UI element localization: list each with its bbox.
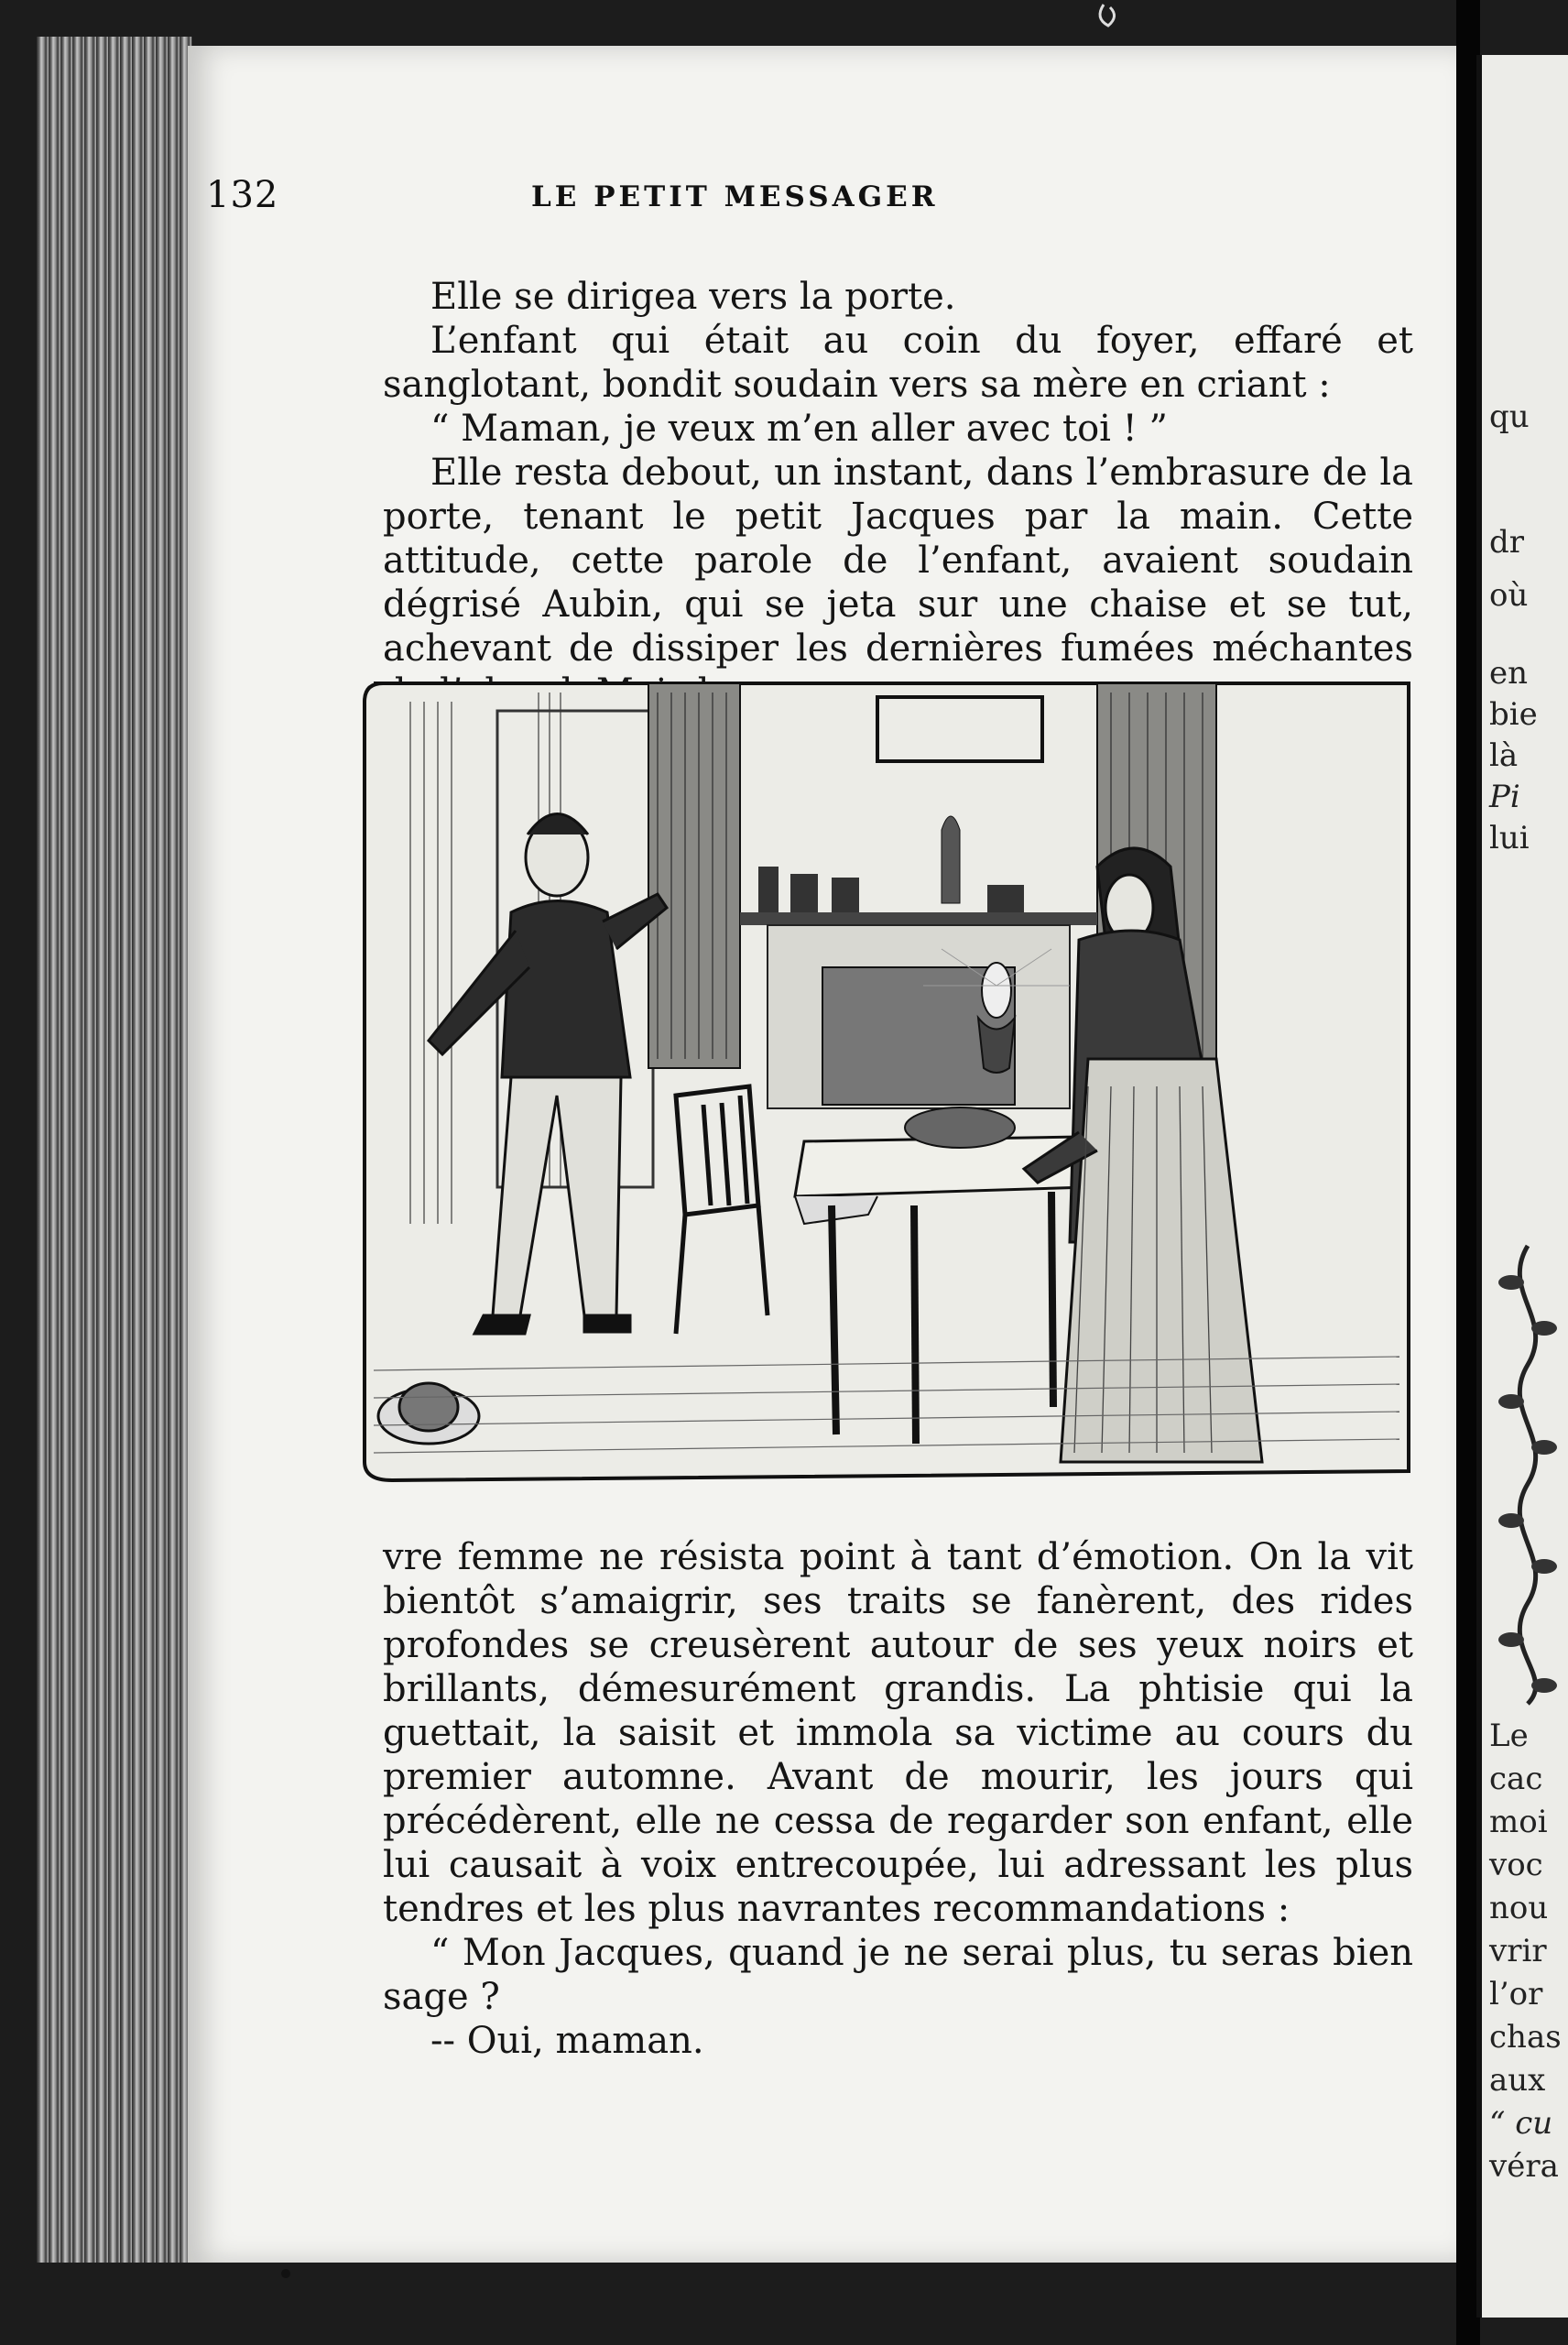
facing-text-fragment: nou [1489,1890,1549,1926]
facing-text-fragment: bie [1489,696,1538,733]
facing-text-fragment: véra [1489,2148,1559,2185]
text-block-bottom [383,1535,1413,2063]
paragraph: L’enfant qui était au coin du foyer, effaré et sanglotant, bondit soudain vers sa mère en criant : [383,320,1413,406]
facing-page [1476,55,1568,2318]
page-edges [37,37,192,2263]
paragraph: vre femme ne résista point à tant d’émotion. On la vit bientôt s’amaigrir, ses traits se fanèrent, des rides profondes se creusèrent autour de ses yeux noirs et brillants, démesurément grandis. La phtisie qui la guettait, la saisit et immola sa victime au cours du premier automne. Avant de mourir, les jours qui précédèrent, elle ne cessa de regarder son enfant, elle lui causait à voix entrecoupée, lui adressant les plus tendres et les plus navrantes recommandations : [383,1536,1413,1930]
text-block-top [383,275,1413,714]
paragraph: Elle resta debout, un instant, dans l’embrasure de la porte, tenant le petit Jacques par la main. Cette attitude, cette parole de l’enfant, avaient soudain dégrisé Aubin, qui se jeta sur une chaise et se tut, achevant de dissiper les dernières fumées méchantes [383,452,1413,670]
facing-text-fragment: cac [1489,1761,1543,1797]
engraving-illustration [355,674,1418,1506]
facing-text-fragment: Le [1489,1718,1529,1754]
facing-text-fragment: aux [1489,2062,1546,2099]
facing-text-fragment: en [1489,655,1529,692]
facing-text-fragment: dr [1489,524,1525,561]
facing-text-fragment: “ cu [1489,2105,1553,2142]
facing-text-fragment: qu [1489,398,1530,435]
facing-text-fragment: là [1489,737,1519,774]
floral-ornament [1491,1237,1564,1713]
dialogue-line: “ Maman, je veux m’en aller avec toi ! ” [430,408,1168,450]
facing-text-fragment: moi [1489,1804,1548,1840]
facing-text-fragment: voc [1489,1847,1543,1883]
facing-text-fragment: l’or [1489,1976,1543,2012]
page-number: 132 [206,174,279,216]
facing-text-fragment: Pi [1489,779,1520,815]
facing-text-fragment: lui [1489,820,1530,856]
dialogue-line: “ Mon Jacques, quand je ne serai plus, tu seras bien sage ? [383,1932,1413,2018]
paragraph: Elle se dirigea vers la porte. [430,276,956,318]
running-title: LE PETIT MESSAGER [531,180,939,213]
facing-text-fragment: chas [1489,2019,1562,2056]
dialogue-line: -- Oui, maman. [430,2020,704,2062]
facing-text-fragment: où [1489,577,1529,614]
facing-text-fragment: vrir [1489,1933,1547,1969]
